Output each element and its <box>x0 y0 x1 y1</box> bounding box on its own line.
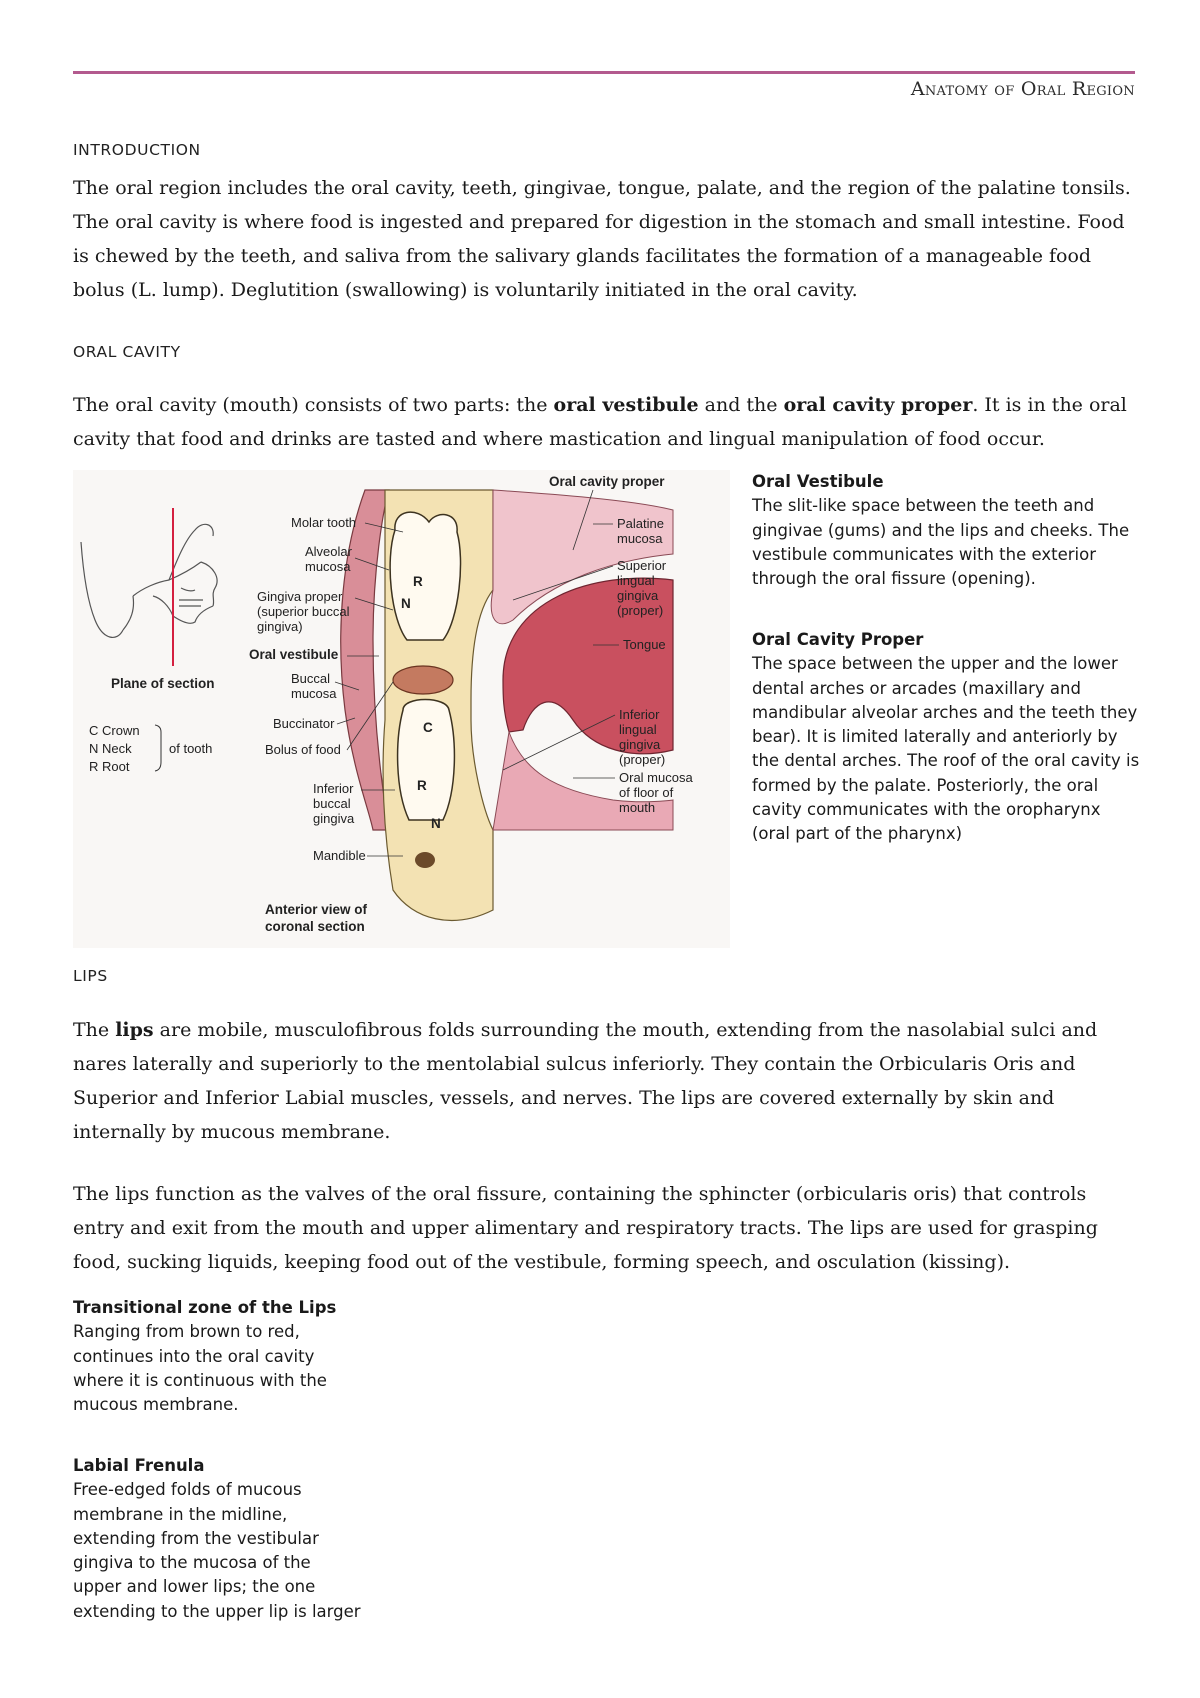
label-inferior-buccal-1: Inferior <box>313 781 354 796</box>
introduction-heading: INTRODUCTION <box>73 141 201 159</box>
tooth-label-r-lower: R <box>417 778 427 793</box>
legend-of-tooth: of tooth <box>169 741 213 756</box>
label-superior-lingual-3: gingiva <box>617 588 659 603</box>
tooth-label-c-lower: C <box>423 720 433 735</box>
label-bolus-of-food: Bolus of food <box>265 742 341 757</box>
tooth-label-r-upper: R <box>413 574 423 589</box>
label-inferior-buccal-2: buccal <box>313 796 351 811</box>
tooth-label-n-lower: N <box>431 816 441 831</box>
mandible-canal-shape <box>415 852 435 868</box>
buccinator-shape <box>341 490 389 830</box>
labial-frenula-note <box>73 1454 363 1624</box>
oral-cavity-paragraph: The oral cavity (mouth) consists of two parts: the oral vestibule and the oral cavity proper. It is in the oral cavity that food and drinks are tasted and where mastication and lingual manipulation of food occur. <box>73 394 1127 450</box>
introduction-paragraph: The oral region includes the oral cavity, teeth, gingivae, tongue, palate, and the region of the palatine tonsils. The oral cavity is where food is ingested and prepared for digestion in the stomach and small intestine. Food is chewed by the teeth, and saliva from the salivary glands facilitates the formation of a manageable food bolus (L. lump). Deglutition (swallowing) is voluntarily initiated in the oral cavity. <box>73 177 1131 301</box>
label-inferior-lingual-4: (proper) <box>619 752 666 767</box>
oral-cavity-proper-title: Oral Cavity Proper <box>752 630 924 649</box>
legend-brace <box>155 725 161 771</box>
label-palatine-mucosa-2: mucosa <box>617 531 663 546</box>
label-alveolar-mucosa-2: mucosa <box>305 559 351 574</box>
labial-frenula-text: Free-edged folds of mucous membrane in the midline, extending from the vestibular gingiva to the mucosa of the upper and lower lips; the one extending to the upper lip is larger <box>73 1480 361 1621</box>
label-mandible: Mandible <box>313 848 366 863</box>
label-superior-lingual-4: (proper) <box>617 603 664 618</box>
label-alveolar-mucosa-1: Alveolar <box>305 544 352 559</box>
label-oral-vestibule: Oral vestibule <box>249 647 339 662</box>
plane-of-section-label: Plane of section <box>111 676 215 691</box>
label-superior-lingual-2: lingual <box>617 573 655 588</box>
label-oral-mucosa-floor-2: of floor of <box>619 785 674 800</box>
oral-vestibule-title: Oral Vestibule <box>752 472 884 491</box>
label-palatine-mucosa-1: Palatine <box>617 516 664 531</box>
label-gingiva-proper-3: gingiva) <box>257 619 303 634</box>
bolus-of-food-shape <box>393 666 453 694</box>
running-title: Anatomy of Oral Region <box>910 78 1135 100</box>
coronal-section-illustration <box>73 470 730 948</box>
transitional-zone-text: Ranging from brown to red, continues into the oral cavity where it is continuous with the mucous membrane. <box>73 1322 327 1415</box>
label-buccinator: Buccinator <box>273 716 335 731</box>
lips-paragraph-2: The lips function as the valves of the oral fissure, containing the sphincter (orbicularis oris) that controls entry and exit from the mouth and upper alimentary and respiratory tracts. The lips are used for grasping food, sucking liquids, keeping food out of the vestibule, forming speech, and osculation (kissing). <box>73 1183 1098 1273</box>
transitional-zone-note <box>73 1296 363 1417</box>
label-anterior-view-1: Anterior view of <box>265 902 368 917</box>
oral-cavity-heading: ORAL CAVITY <box>73 343 181 361</box>
oral-cavity-proper-text: The space between the upper and the lower dental arches or arcades (maxillary and mandibular alveolar arches and the teeth they bear). It is limited laterally and anteriorly by the dental arches. The roof of the oral cavity is formed by the palate. Posteriorly, the oral cavity communicates with the oropharynx (oral part of the pharynx) <box>752 654 1140 844</box>
label-gingiva-proper-1: Gingiva proper <box>257 589 343 604</box>
label-oral-mucosa-floor-3: mouth <box>619 800 656 815</box>
label-tongue: Tongue <box>623 637 666 652</box>
label-buccal-mucosa-2: mucosa <box>291 686 337 701</box>
lips-paragraph-1: The lips are mobile, musculofibrous folds surrounding the mouth, extending from the nasolabial sulci and nares laterally and superiorly to the mentolabial sulcus inferiorly. They contain the Orbicularis Oris and Superior and Inferior Labial muscles, vessels, and nerves. The lips are covered externally by skin and internally by mucous membrane. <box>73 1019 1098 1143</box>
label-buccal-mucosa-1: Buccal <box>291 671 331 686</box>
labial-frenula-title: Labial Frenula <box>73 1456 205 1475</box>
lips-heading: LIPS <box>73 967 108 985</box>
oral-cavity-coronal-section-figure <box>73 470 730 948</box>
label-oral-mucosa-floor-1: Oral mucosa <box>619 770 693 785</box>
tooth-label-n-upper: N <box>401 596 411 611</box>
label-inferior-buccal-3: gingiva <box>313 811 355 826</box>
oral-vestibule-text: The slit-like space between the teeth and gingivae (gums) and the lips and cheeks. The vestibule communicates with the exterior through the oral fissure (opening). <box>752 496 1130 589</box>
lower-molar-shape <box>398 700 455 821</box>
label-inferior-lingual-2: lingual <box>619 722 657 737</box>
label-inferior-lingual-1: Inferior <box>619 707 660 722</box>
header-rule <box>73 71 1135 74</box>
label-superior-lingual-1: Superior <box>617 558 667 573</box>
label-molar-tooth: Molar tooth <box>291 515 357 530</box>
face-profile-sketch <box>81 524 217 637</box>
label-anterior-view-2: coronal section <box>265 919 365 934</box>
legend-root: R Root <box>89 759 130 774</box>
oral-cavity-proper-note <box>752 628 1142 847</box>
label-oral-cavity-proper: Oral cavity proper <box>549 474 665 489</box>
oral-vestibule-note <box>752 470 1142 591</box>
label-gingiva-proper-2: (superior buccal <box>257 604 350 619</box>
legend-crown: C Crown <box>89 723 140 738</box>
legend-neck: N Neck <box>89 741 132 756</box>
transitional-zone-title: Transitional zone of the Lips <box>73 1298 337 1317</box>
label-inferior-lingual-3: gingiva <box>619 737 661 752</box>
